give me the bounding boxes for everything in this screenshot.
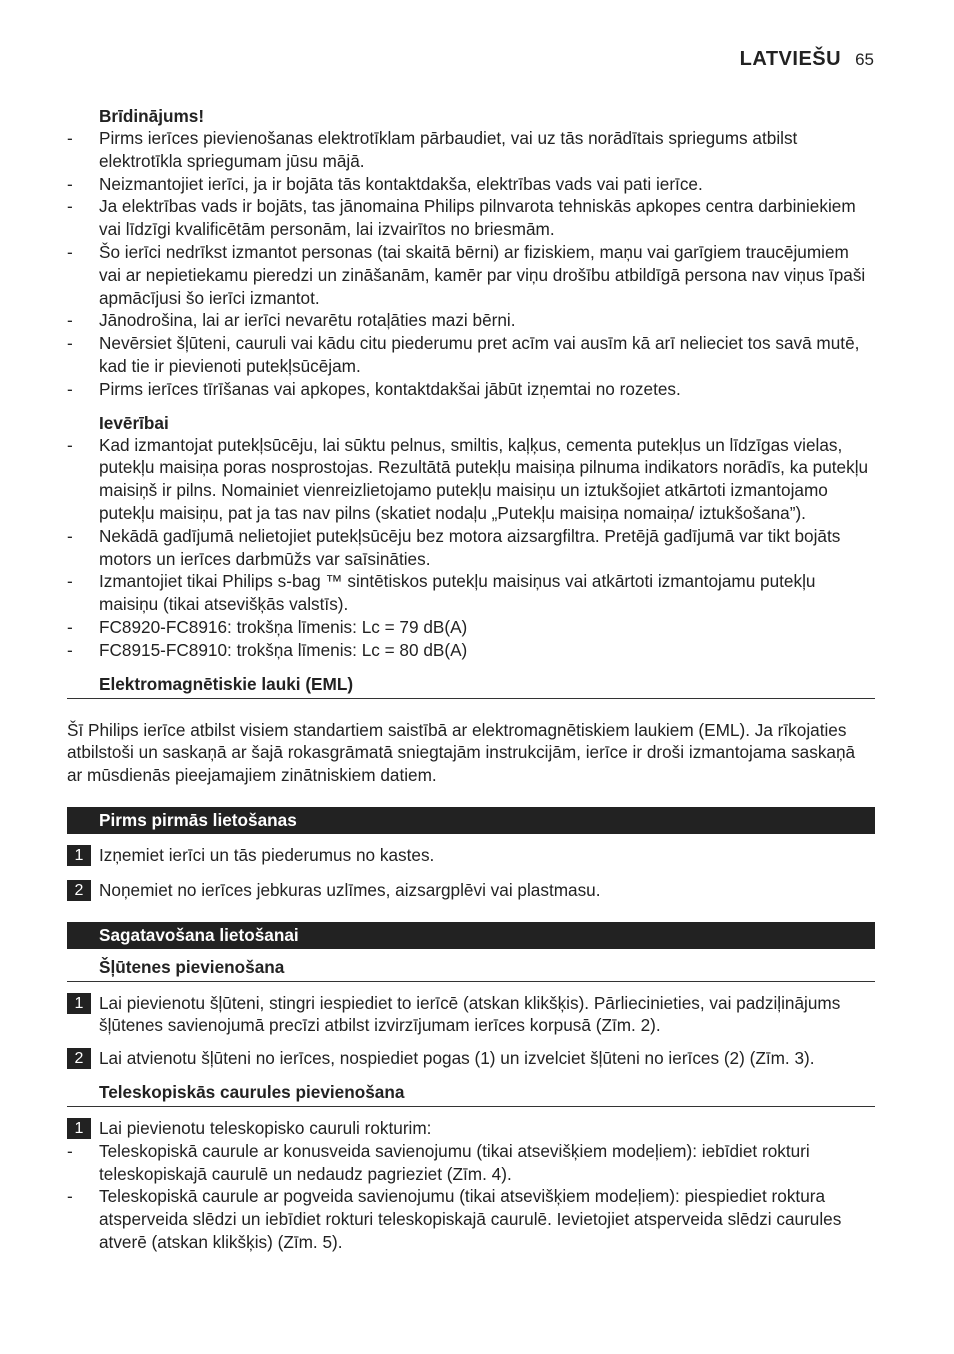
- preparing-heading: Sagatavošana lietošanai: [67, 922, 875, 949]
- list-item: - Nekādā gadījumā nelietojiet putekļsūcēju bez motora aizsargfiltra. Pretējā gadījumā var tikt bojāts motors un ierīces darbmūžs var saīsināties.: [67, 525, 841, 569]
- page-content: [67, 106, 875, 1254]
- step-item: 1 Lai pievienotu šļūteni, stingri iespiediet to ierīcē (atskan klikšķis). Pārliecinieties, vai padziļinājums šļūtenes savienojumā precīzi atbilst izvirzījumam ierīces korpusā (Zīm. 2).: [67, 992, 875, 1038]
- step-number: 1: [67, 993, 91, 1014]
- list-item: - Nevērsiet šļūteni, cauruli vai kādu citu piederumu pret acīm vai ausīm kā arī nelieciet tos savā mutē, kad tie ir pievienoti putekļsūcējam.: [67, 333, 860, 376]
- step-number: 1: [67, 1118, 91, 1139]
- step-number: 1: [67, 845, 91, 866]
- page-number: 65: [855, 50, 874, 69]
- before-first-use-heading: Pirms pirmās lietošanas: [67, 807, 875, 834]
- step-item: 2 Lai atvienotu šļūteni no ierīces, nospiediet pogas (1) un izvelciet šļūteni no ierīces (2) (Zīm. 3).: [67, 1047, 875, 1070]
- step-item: 2 Noņemiet no ierīces jebkuras uzlīmes, aizsargplēvi vai plastmasu.: [67, 879, 875, 902]
- warning-heading: Brīdinājums!: [99, 106, 205, 126]
- list-item: - Jānodrošina, lai ar ierīci nevarētu rotaļāties mazi bērni.: [67, 310, 516, 331]
- list-item: - Šo ierīci nedrīkst izmantot personas (tai skaitā bērni) ar fiziskiem, maņu vai garīgiem traucējumiem vai ar nepietiekamu pieredzi un zināšanām, kamēr par viņu drošību atbildīgā persona nav viņus īpaši apmācījusi šo ierīci izmantot.: [67, 241, 866, 308]
- emf-heading: Elektromagnētiskie lauki (EML): [67, 674, 875, 699]
- language-label: LATVIEŠU: [739, 48, 842, 70]
- list-item: - FC8920-FC8916: trokšņa līmenis: Lc = 79 dB(A): [67, 616, 468, 637]
- caution-heading: Ievērībai: [99, 412, 169, 433]
- caution-list: [67, 434, 875, 662]
- step-number: 2: [67, 1048, 91, 1069]
- emf-paragraph: Šī Philips ierīce atbilst visiem standartiem saistībā ar elektromagnētiskiem laukiem (EML). Ja rīkojaties atbilstoši un saskaņā ar šajā rokasgrāmatā sniegtajām instrukcijām, ierīce ir droši izmantojama saskaņā ar mūsdienās pieejamajiem zinātniskiem datiem.: [67, 719, 856, 786]
- list-item: - Kad izmantojat putekļsūcēju, lai sūktu pelnus, smiltis, kaļķus, cementa putekļus un līdzīgas vielas, putekļu maisiņa poras nosprostojas. Rezultātā putekļu maisiņa pilnuma indikators norādīs, ka putekļu maisiņš ir pilns. Nomainiet vienreizlietojamo putekļu maisiņu un iztukšojiet atkārtoti izmantojamo putekļu maisiņu, pat ja tas nav pilns (skatiet nodaļu „Putekļu maisiņa nomaiņa/ iztukšošana”).: [67, 434, 869, 523]
- list-item: - Izmantojiet tikai Philips s-bag ™ sintētiskos putekļu maisiņus vai atkārtoti izmantojamu putekļu maisiņu (tikai atsevišķās valstīs).: [67, 571, 816, 615]
- hose-heading: Šļūtenes pievienošana: [67, 957, 875, 982]
- tube-heading: Teleskopiskās caurules pievienošana: [67, 1082, 875, 1107]
- list-item: - Teleskopiskā caurule ar pogveida savienojumu (tikai atsevišķiem modeļiem): piespiediet roktura atsperveida slēdzi un iebīdiet rokturi teleskopiskajā caurulē. Ievietojiet atsperveida slēdzi caurules atverē (atskan klikšķis) (Zīm. 5).: [67, 1186, 842, 1252]
- tube-list: [67, 1140, 875, 1254]
- step-item: 1 Izņemiet ierīci un tās piederumus no kastes.: [67, 844, 875, 867]
- page-header: [740, 48, 874, 71]
- step-item: 1 Lai pievienotu teleskopisko cauruli rokturim:: [67, 1117, 875, 1140]
- warning-list: [67, 127, 875, 401]
- list-item: - Teleskopiskā caurule ar konusveida savienojumu (tikai atsevišķiem modeļiem): iebīdiet rokturi teleskopiskajā caurulē un nedaudz pagrieziet (Zīm. 4).: [67, 1140, 810, 1184]
- list-item: - Ja elektrības vads ir bojāts, tas jānomaina Philips pilnvarota tehniskās apkopes centra darbiniekiem vai līdzīgi kvalificētām personām, lai izvairītos no briesmām.: [67, 196, 856, 240]
- list-item: - Pirms ierīces tīrīšanas vai apkopes, kontaktdakšai jābūt izņemtai no rozetes.: [67, 378, 681, 399]
- list-item: - FC8915-FC8910: trokšņa līmenis: Lc = 80 dB(A): [67, 639, 468, 660]
- list-item: - Neizmantojiet ierīci, ja ir bojāta tās kontaktdakša, elektrības vads vai pati ierīce.: [67, 173, 703, 194]
- step-number: 2: [67, 880, 91, 901]
- list-item: - Pirms ierīces pievienošanas elektrotīklam pārbaudiet, vai uz tās norādītais spriegums atbilst elektrotīkla spriegumam jūsu mājā.: [67, 128, 798, 171]
